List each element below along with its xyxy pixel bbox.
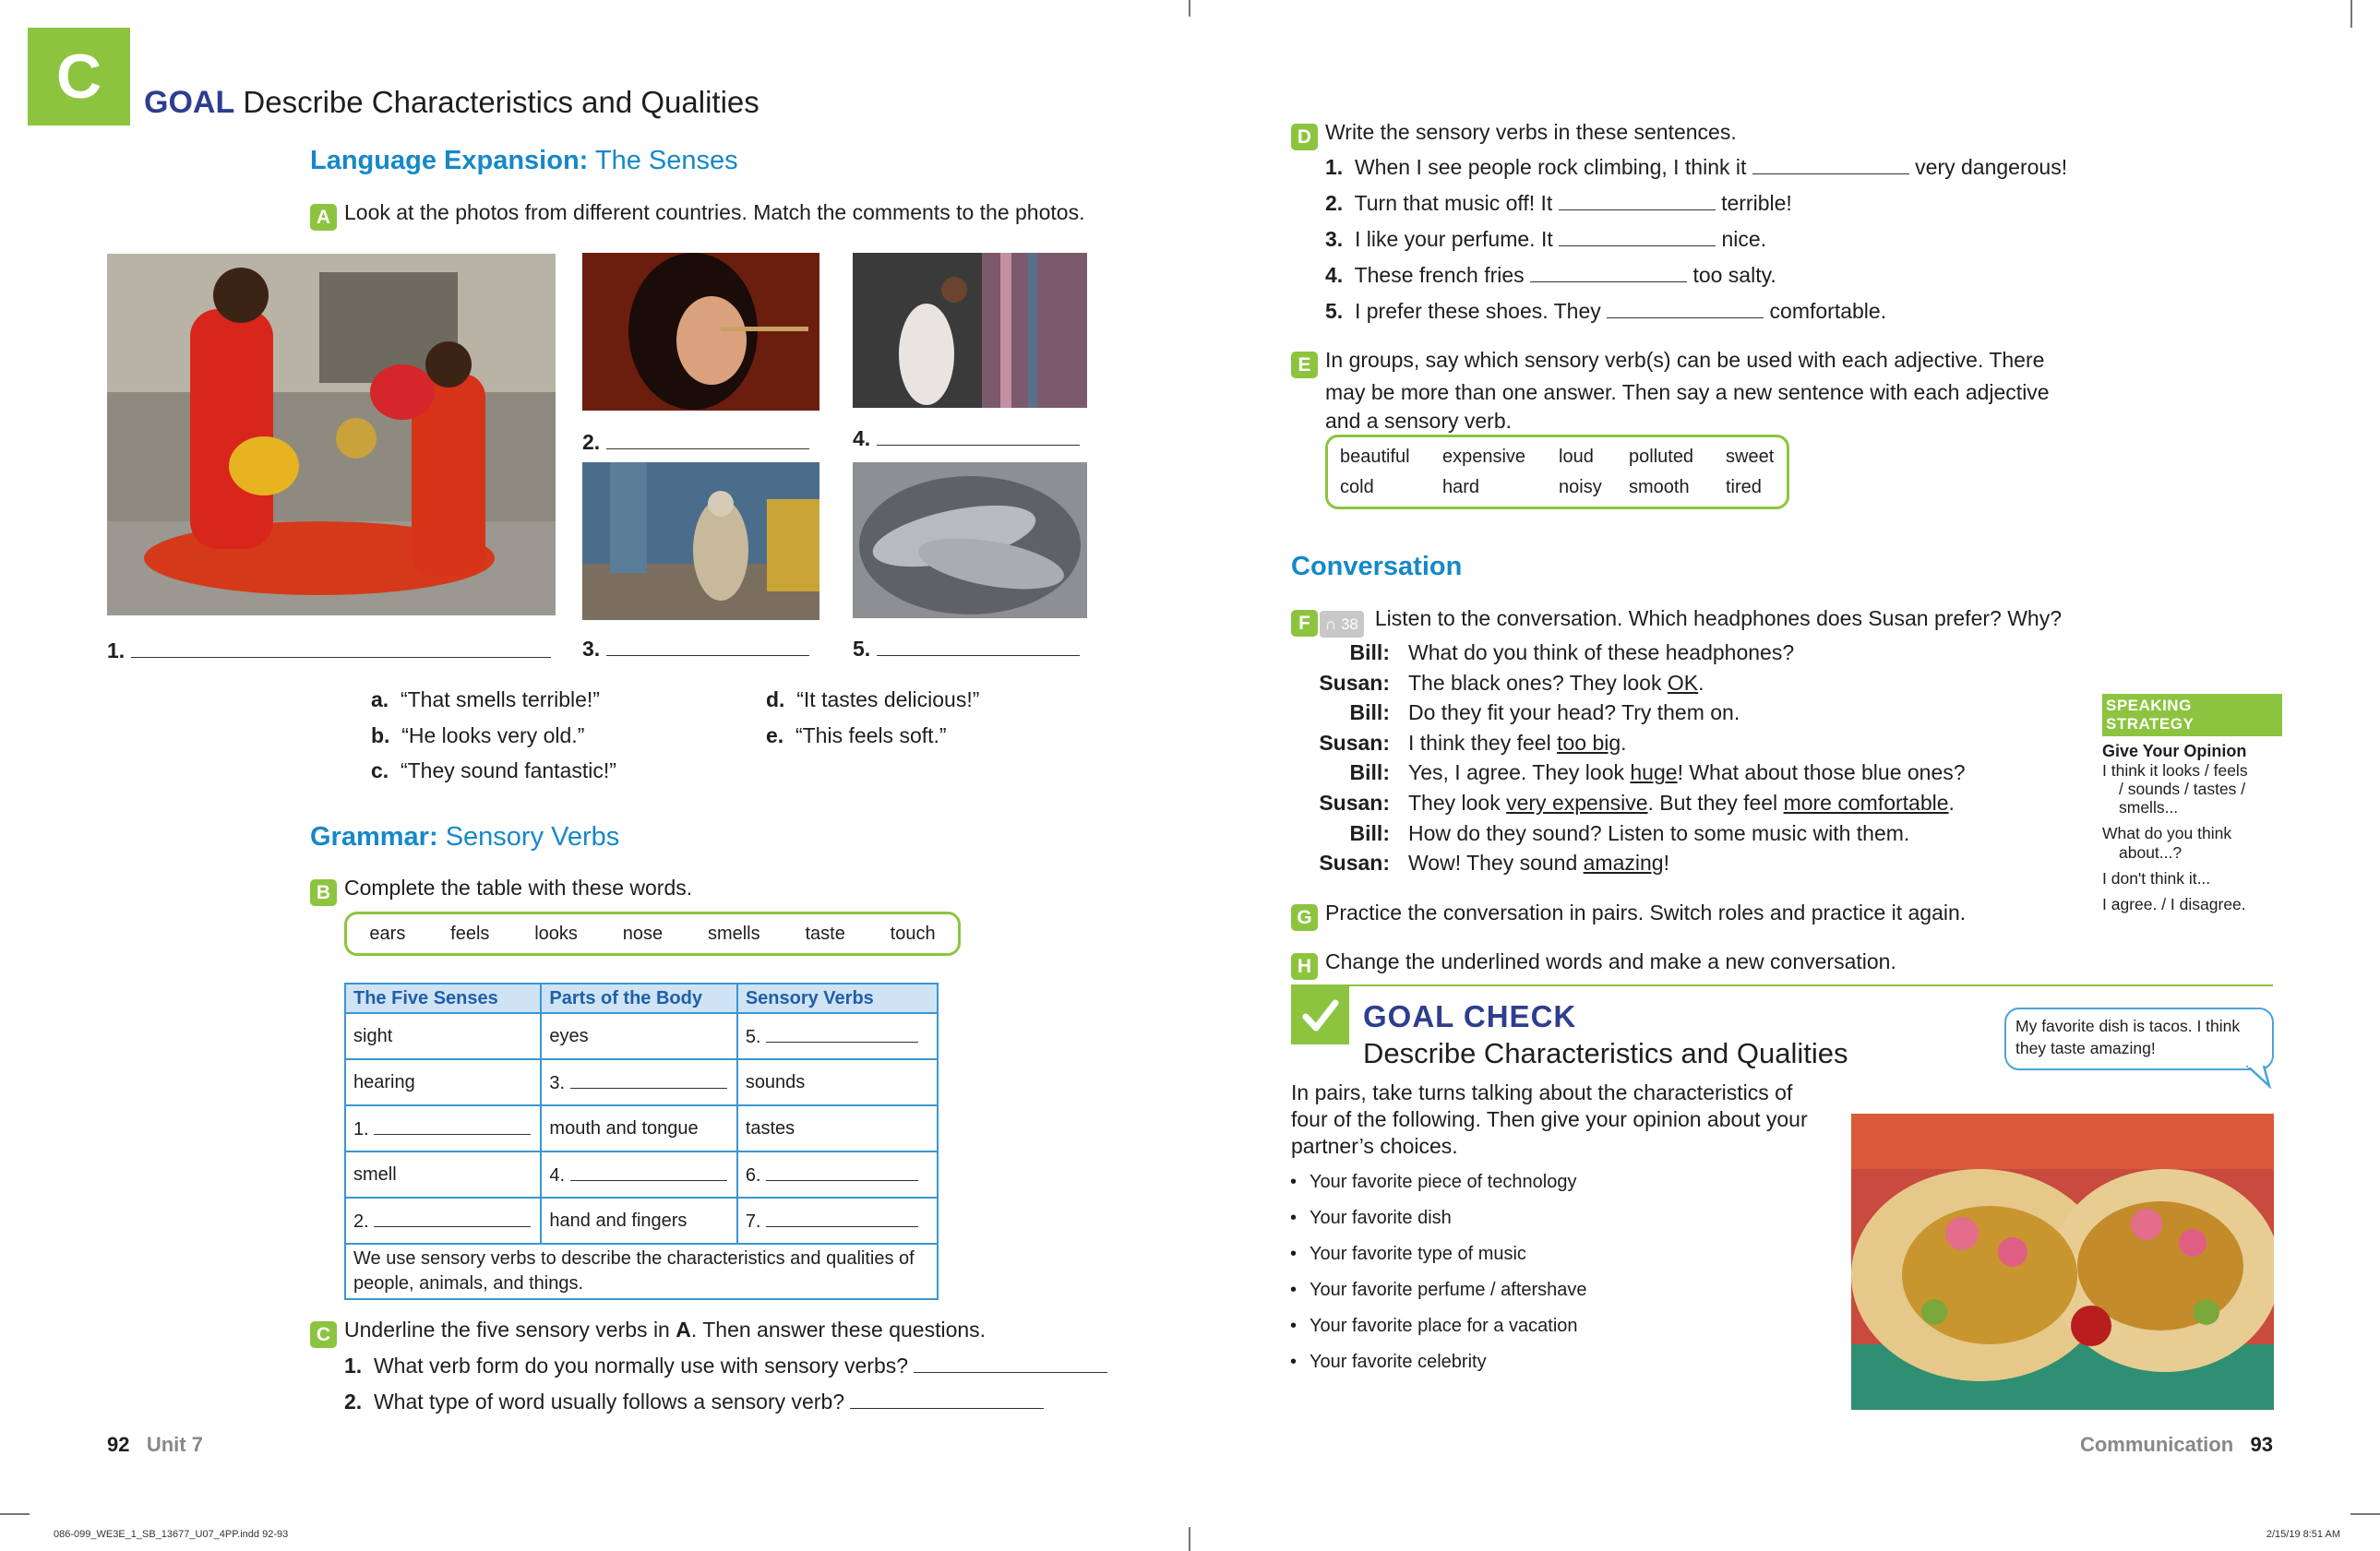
audio-track-icon[interactable]: ∩ 38 (1320, 611, 1364, 638)
page-number-left: 92 (107, 1433, 130, 1456)
dialogue-phrase: ! (1663, 851, 1669, 876)
answer-line[interactable] (1559, 228, 1716, 246)
dialogue-line (1291, 669, 1966, 699)
dialogue-text (1408, 669, 1704, 699)
comment-letter: c. (371, 758, 389, 782)
strategy-line: What do you think (2102, 824, 2232, 843)
answer-line[interactable] (766, 1163, 918, 1181)
comment-letter: b. (371, 723, 390, 747)
goal-check-rule (1291, 984, 2273, 986)
underlined-phrase: more comfortable (1783, 790, 1949, 815)
strategy-line: I don't think it... (2102, 868, 2211, 888)
dialogue-line (1291, 758, 1966, 789)
instruction-e-text: In groups, say which sensory verb(s) can be used with each adjective. There may be more than one answer. Then say a new sentence with each adjective and a sensory verb. (1325, 348, 2050, 434)
underlined-phrase: amazing (1583, 851, 1664, 876)
strategy-line: / sounds / tastes / (2119, 780, 2246, 799)
speaker: Susan: (1319, 851, 1390, 876)
instruction-b (310, 874, 692, 906)
dialogue-phrase: Do they fit your head? Try them on. (1408, 700, 1740, 725)
goal-text: Describe Characteristics and Qualities (243, 85, 759, 119)
photo-label-3 (582, 635, 809, 663)
table-cell-number: 3. (549, 1073, 566, 1093)
crop-mark (1189, 0, 1190, 17)
d-sentence-3 (1325, 225, 1766, 254)
comment-letter: e. (766, 723, 784, 747)
table-row (345, 1059, 938, 1105)
dialogue-line (1291, 789, 1966, 819)
answer-line[interactable] (1559, 192, 1716, 210)
table-cell-number: 6. (745, 1165, 761, 1186)
sentence-number: 5. (1325, 299, 1344, 323)
table-cell[interactable] (737, 1013, 938, 1059)
photo-old-man (582, 462, 819, 620)
sentence-number: 2. (1325, 191, 1344, 215)
table-cell: sight (345, 1013, 541, 1059)
crop-mark (2350, 0, 2352, 28)
table-note: We use sensory verbs to describe the characteristics and qualities of people, animals, and things. (345, 1244, 938, 1299)
photo-market-textiles (853, 253, 1087, 408)
instruction-g-text: Practice the conversation in pairs. Switch roles and practice it again. (1325, 901, 1967, 925)
word-bank-item: smells (707, 923, 760, 944)
table-cell: hand and fingers (541, 1198, 736, 1244)
strategy-line: I agree. / I disagree. (2102, 894, 2246, 913)
dialogue (1291, 638, 1966, 879)
bullet-item: • Your favorite type of music (1310, 1244, 1526, 1265)
strategy-line: about...? (2119, 842, 2183, 862)
photo-label-5 (853, 635, 1080, 663)
speaking-strategy (2102, 694, 2282, 913)
question-text: What type of word usually follows a sensory verb? (373, 1390, 845, 1414)
table-row (345, 1013, 938, 1059)
badge-f: F (1291, 610, 1318, 637)
speaker: Bill: (1349, 820, 1390, 845)
photo-market-image (853, 253, 1087, 408)
dialogue-phrase: . But they feel (1647, 790, 1784, 815)
goal-check-subtitle: Describe Characteristics and Qualities (1363, 1037, 1848, 1069)
table-header: Parts of the Body (541, 984, 736, 1013)
answer-line[interactable] (374, 1209, 531, 1227)
crop-mark (2350, 1513, 2380, 1515)
photo-old-man-image (582, 462, 819, 620)
answer-line[interactable] (766, 1024, 918, 1043)
underlined-phrase: very expensive (1506, 790, 1648, 815)
comment-letter: d. (766, 687, 785, 711)
c-question-2 (344, 1388, 1044, 1416)
dialogue-text (1408, 638, 1794, 669)
table-cell: eyes (541, 1013, 736, 1059)
crop-mark (0, 1513, 30, 1515)
sentence-pre: These french fries (1354, 263, 1525, 287)
question-number: 2. (344, 1390, 363, 1414)
instruction-e (1291, 346, 2085, 435)
dialogue-text (1408, 698, 1740, 729)
word-bank-item: taste (805, 923, 845, 944)
speech-bubble: My favorite dish is tacos. I think they taste amazing! (2004, 1008, 2274, 1070)
table-cell[interactable] (541, 1151, 736, 1198)
d-sentence-2 (1325, 189, 1792, 218)
d-sentence-5 (1325, 297, 1886, 326)
word-bank-item: touch (890, 923, 936, 944)
lang-exp-title: Language Expansion: (310, 146, 589, 175)
answer-line[interactable] (570, 1163, 727, 1181)
adj: smooth (1629, 477, 1690, 497)
crop-mark (1189, 1527, 1190, 1551)
table-cell-number: 4. (549, 1165, 566, 1186)
speaker: Susan: (1319, 670, 1390, 695)
sentence-post: nice. (1721, 227, 1767, 251)
section-letter-block: C (28, 28, 130, 125)
table-cell: sounds (737, 1059, 938, 1105)
speaker: Susan: (1319, 790, 1390, 815)
instruction-f-text: Listen to the conversation. Which headphones does Susan prefer? Why? (1374, 606, 2062, 630)
instruction-d-text: Write the sensory verbs in these sentences. (1325, 120, 1737, 144)
table-note-row (345, 1244, 938, 1299)
dialogue-text (1408, 849, 1669, 879)
comment-d (766, 686, 979, 714)
instruction-h (1291, 948, 1896, 980)
sentence-post: terrible! (1721, 191, 1792, 215)
photo-fish-image (853, 462, 1087, 618)
answer-line[interactable] (877, 638, 1080, 656)
photo-parade-image (107, 254, 556, 615)
answer-line[interactable] (850, 1390, 1044, 1409)
dialogue-text (1408, 819, 1909, 850)
language-expansion-heading (310, 146, 738, 176)
table-cell-number: 5. (745, 1027, 761, 1047)
c-question-1 (344, 1352, 1107, 1380)
photo-number-2: 2. (582, 430, 601, 454)
speech-bubble-tail (2245, 1066, 2273, 1089)
strategy-line: I think it looks / feels (2102, 761, 2248, 780)
instruction-c (310, 1316, 986, 1348)
dialogue-phrase: The black ones? They look (1408, 670, 1668, 695)
underlined-phrase: huge (1630, 760, 1678, 785)
photo-label-1 (107, 637, 551, 665)
answer-line[interactable] (1607, 300, 1764, 318)
lang-exp-sub: The Senses (594, 146, 738, 175)
word-bank (344, 912, 961, 956)
dialogue-phrase: I think they feel (1408, 730, 1558, 755)
d-sentence-4 (1325, 261, 1776, 290)
adj: beautiful (1340, 447, 1410, 467)
adj: tired (1726, 477, 1762, 497)
dialogue-phrase: Yes, I agree. They look (1408, 760, 1631, 785)
comment-text: “He looks very old.” (401, 723, 585, 747)
instruction-b-text: Complete the table with these words. (344, 876, 693, 900)
page-number-right: 93 (2250, 1433, 2273, 1456)
adj: sweet (1726, 447, 1775, 467)
speaker: Susan: (1319, 730, 1390, 755)
photo-label-4 (853, 424, 1080, 453)
answer-line[interactable] (374, 1116, 531, 1135)
answer-line[interactable] (914, 1354, 1107, 1373)
sentence-post: comfortable. (1769, 299, 1887, 323)
dialogue-line (1291, 638, 1966, 669)
answer-line[interactable] (877, 427, 1080, 446)
comment-c (371, 757, 616, 785)
speaker: Bill: (1349, 760, 1390, 785)
right-footer (2030, 1433, 2273, 1457)
instruction-c-bold: A (676, 1318, 691, 1342)
photo-number-3: 3. (582, 637, 601, 661)
answer-line[interactable] (606, 431, 809, 449)
goal-check-checkmark-icon (1291, 986, 1349, 1044)
sentence-pre: I prefer these shoes. They (1354, 299, 1601, 323)
answer-line[interactable] (606, 638, 809, 656)
badge-b: B (310, 879, 337, 906)
photo-fish (853, 462, 1087, 618)
answer-line[interactable] (1530, 264, 1687, 282)
table-cell: hearing (345, 1059, 541, 1105)
badge-g: G (1291, 904, 1318, 931)
goal-heading (144, 85, 759, 121)
grammar-heading (310, 822, 619, 853)
dialogue-lines (1291, 638, 1966, 879)
underlined-phrase: too big (1557, 730, 1621, 755)
dialogue-text (1408, 789, 1955, 819)
left-footer (107, 1433, 203, 1457)
table-header: Sensory Verbs (737, 984, 938, 1013)
badge-d: D (1291, 124, 1318, 150)
word-bank-item: looks (534, 923, 578, 944)
table-cell: tastes (737, 1105, 938, 1151)
table-cell: smell (345, 1151, 541, 1198)
photo-label-2 (582, 428, 809, 457)
dialogue-phrase: . (1621, 730, 1627, 755)
sentence-number: 4. (1325, 263, 1344, 287)
table-row (345, 1105, 938, 1151)
instruction-f (1291, 604, 2062, 638)
speaker: Bill: (1349, 640, 1390, 664)
word-bank-item: feels (450, 923, 490, 944)
d-sentence-1 (1325, 153, 2067, 182)
senses-table (344, 983, 939, 1300)
goal-check-instructions: In pairs, take turns talking about the characteristics of four of the following. Then give your opinion about your partner’s choices. (1291, 1080, 1808, 1158)
badge-h: H (1291, 953, 1318, 980)
instruction-g (1291, 899, 1966, 931)
answer-line[interactable] (1752, 156, 1909, 174)
comment-text: “That smells terrible!” (400, 687, 600, 711)
sentence-number: 1. (1325, 155, 1344, 179)
dialogue-phrase: They look (1408, 790, 1507, 815)
comment-text: “This feels soft.” (795, 723, 947, 747)
dialogue-phrase: How do they sound? Listen to some music with them. (1408, 820, 1910, 845)
dialogue-phrase: . (1698, 670, 1704, 695)
answer-line[interactable] (131, 639, 551, 658)
grammar-title: Grammar: (310, 822, 438, 852)
answer-line[interactable] (766, 1209, 918, 1227)
table-cell[interactable] (737, 1151, 938, 1198)
photo-number-1: 1. (107, 638, 126, 662)
sentence-number: 3. (1325, 227, 1344, 251)
dialogue-text (1408, 758, 1966, 789)
comment-b (371, 722, 584, 750)
table-cell-number: 7. (745, 1211, 761, 1232)
comment-text: “They sound fantastic!” (400, 758, 616, 782)
track-number: 38 (1340, 615, 1358, 633)
photo-parade (107, 254, 556, 615)
strategy-line: smells... (2119, 798, 2179, 817)
section-label: Communication (2079, 1433, 2234, 1456)
table-cell[interactable] (737, 1198, 938, 1244)
table-row (345, 1151, 938, 1198)
badge-c: C (310, 1321, 337, 1348)
adj: expensive (1442, 447, 1526, 467)
table-header-row (345, 984, 938, 1013)
photo-woman-eating (582, 253, 819, 411)
adj: cold (1340, 477, 1374, 497)
dialogue-phrase: Wow! They sound (1408, 851, 1584, 876)
bullet-item: • Your favorite dish (1310, 1208, 1452, 1229)
goal-check-title: GOAL CHECK (1363, 999, 1577, 1033)
photo-number-5: 5. (853, 637, 871, 661)
comment-text: “It tastes delicious!” (796, 687, 980, 711)
footer-file: 086-099_WE3E_1_SB_13677_U07_4PP.indd 92-93 (54, 1529, 289, 1540)
instruction-a-text: Look at the photos from different countries. Match the comments to the photos. (344, 200, 1085, 224)
photo-tacos (1851, 1114, 2274, 1410)
instruction-c-text: Underline the five sensory verbs in (344, 1318, 676, 1342)
table-cell-number: 1. (353, 1119, 369, 1139)
underlined-phrase: OK (1667, 670, 1699, 695)
table-cell: mouth and tongue (541, 1105, 736, 1151)
comment-e (766, 722, 947, 750)
table-cell-number: 2. (353, 1211, 369, 1232)
comment-a (371, 686, 600, 714)
adjective-box (1325, 435, 1789, 509)
question-text: What verb form do you normally use with sensory verbs? (373, 1354, 909, 1378)
table-row (345, 1198, 938, 1244)
conversation-heading: Conversation (1291, 552, 1463, 581)
sentence-pre: Turn that music off! It (1354, 191, 1553, 215)
instruction-a (310, 198, 1084, 231)
dialogue-phrase: . (1948, 790, 1955, 815)
adj: noisy (1559, 477, 1602, 497)
dialogue-phrase: What do you think of these headphones? (1408, 640, 1795, 664)
bullet-item: • Your favorite perfume / aftershave (1310, 1280, 1587, 1301)
badge-e: E (1291, 352, 1318, 378)
dialogue-line (1291, 819, 1966, 850)
bullet-item: • Your favorite piece of technology (1310, 1172, 1576, 1193)
table-cell[interactable] (345, 1198, 541, 1244)
grammar-sub: Sensory Verbs (445, 822, 620, 852)
photo-tacos-image (1851, 1114, 2274, 1410)
adj: loud (1559, 447, 1594, 467)
instruction-h-text: Change the underlined words and make a new conversation. (1325, 949, 1896, 973)
adj: hard (1442, 477, 1480, 497)
footer-date: 2/15/19 8:51 AM (2266, 1529, 2340, 1540)
strategy-label: SPEAKING STRATEGY (2102, 694, 2282, 736)
answer-line[interactable] (570, 1070, 727, 1089)
dialogue-line (1291, 729, 1966, 759)
bullet-item: • Your favorite celebrity (1310, 1352, 1487, 1373)
sentence-post: very dangerous! (1915, 155, 2068, 179)
word-bank-item: nose (622, 923, 664, 944)
sentence-post: too salty. (1692, 263, 1776, 287)
table-cell[interactable] (541, 1059, 736, 1105)
badge-a: A (310, 204, 337, 231)
table-cell[interactable] (345, 1105, 541, 1151)
speaker: Bill: (1349, 700, 1390, 725)
adj: polluted (1629, 447, 1694, 467)
sentence-pre: When I see people rock climbing, I think it (1354, 155, 1747, 179)
question-number: 1. (344, 1354, 363, 1378)
word-bank-item: ears (369, 923, 406, 944)
goal-label: GOAL (144, 85, 235, 120)
strategy-title: Give Your Opinion (2102, 742, 2247, 760)
instruction-d (1291, 118, 1737, 150)
sentence-pre: I like your perfume. It (1354, 227, 1553, 251)
dialogue-line (1291, 698, 1966, 729)
unit-label: Unit 7 (146, 1433, 203, 1456)
dialogue-text (1408, 729, 1627, 759)
table-header: The Five Senses (345, 984, 541, 1013)
comment-letter: a. (371, 687, 389, 711)
photo-number-4: 4. (853, 426, 871, 450)
dialogue-phrase: ! What about those blue ones? (1677, 760, 1966, 785)
instruction-c-text-2: . Then answer these questions. (690, 1318, 987, 1342)
dialogue-line (1291, 849, 1966, 879)
photo-woman-eating-image (582, 253, 819, 411)
bullet-item: • Your favorite place for a vacation (1310, 1316, 1578, 1337)
